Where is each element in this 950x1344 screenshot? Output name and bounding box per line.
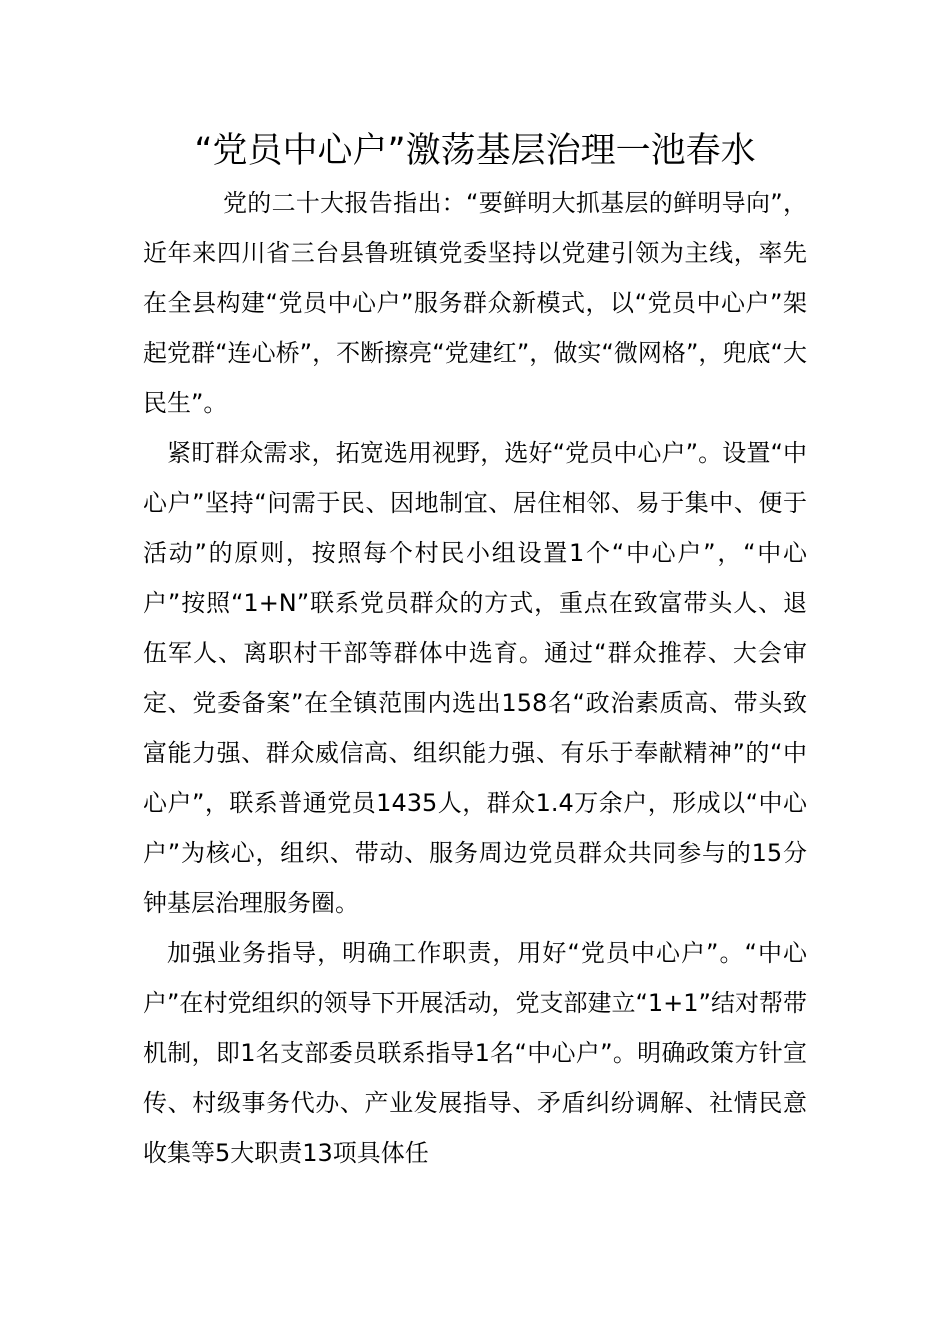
document-title: “党员中心户”激荡基层治理一池春水 xyxy=(194,131,756,171)
paragraph-select: 紧盯群众需求，拓宽选用视野，选好“党员中心户”。设置“中心户”坚持“问需于民、因地制宜、居住相邻、易于集中、便于活动”的原则，按照每个村民小组设置1个“中心户”，“中心户”按照“1+N”联系党员群众的方式，重点在致富带头人、退伍军人、离职村干部等群体中选育。通过“群众推荐、大会审定、党委备案”在全镇范围内选出158名“政治素质高、带头致富能力强、群众威信高、组织能力强、有乐于奉献精神”的“中心户”，联系普通党员1435人，群众1.4万余户，形成以“中心户”为核心，组织、带动、服务周边党员群众共同参与的15分钟基层治理服务圈。 xyxy=(143,439,807,917)
paragraph-guidance: 加强业务指导，明确工作职责，用好“党员中心户”。“中心户”在村党组织的领导下开展活动，党支部建立“1+1”结对帮带机制，即1名支部委员联系指导1名“中心户”。明确政策方针宣传、村级事务代办、产业发展指导、矛盾纠纷调解、社情民意收集等5大职责13项具体任 xyxy=(143,939,807,1167)
paragraph-intro: 党的二十大报告指出：“要鲜明大抓基层的鲜明导向”，近年来四川省三台县鲁班镇党委坚持以党建引领为主线，率先在全县构建“党员中心户”服务群众新模式，以“党员中心户”架起党群“连心桥”，不断擦亮“党建红”，做实“微网格”，兜底“大民生”。 xyxy=(143,189,807,417)
document-body xyxy=(143,178,807,1178)
